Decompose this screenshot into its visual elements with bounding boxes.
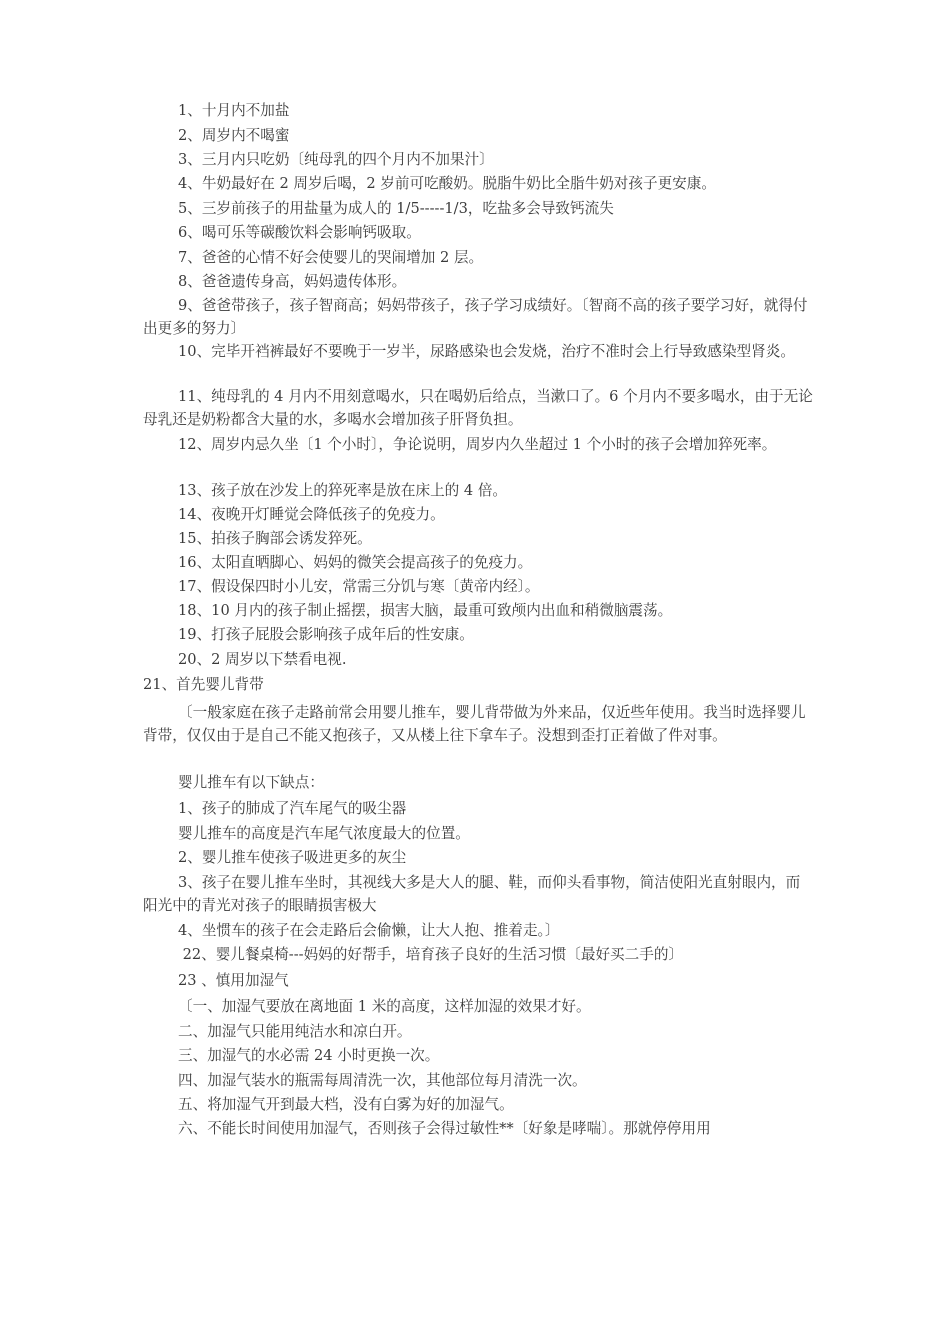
list-item: 五、将加湿气开到最大档，没有白雾为好的加湿气。: [178, 1096, 514, 1113]
list-item: 20、2 周岁以下禁看电视.: [178, 651, 347, 668]
section-heading: 22、婴儿餐桌椅---妈妈的好帮手，培育孩子良好的生活习惯〔最好买二手的〕: [178, 946, 684, 963]
list-item: 二、加湿气只能用纯洁水和凉白开。: [178, 1023, 412, 1040]
section-heading: 23 、慎用加湿气: [178, 972, 289, 989]
paragraph: 〔一般家庭在孩子走路前常会用婴儿推车，婴儿背带做为外来品，仅近些年使用。我当时选择婴儿背带，仅仅由于是自己不能又抱孩子，又从楼上往下拿车子。没想到歪打正着做了件对事。: [143, 704, 806, 744]
list-item: 13、孩子放在沙发上的猝死率是放在床上的 4 倍。: [178, 482, 508, 499]
list-item: 18、10 月内的孩子制止摇摆，损害大脑，最重可致颅内出血和稍微脑震荡。: [178, 602, 673, 619]
list-item: 12、周岁内忌久坐〔1 个小时〕，争论说明，周岁内久坐超过 1 个小时的孩子会增加猝死率。: [178, 436, 777, 453]
list-item: 17、假设保四时小儿安，常需三分饥与寒〔黄帝内经〕。: [178, 578, 540, 595]
list-item: 16、太阳直晒脚心、妈妈的微笑会提高孩子的免疫力。: [178, 554, 533, 571]
list-item: 1、孩子的肺成了汽车尾气的吸尘器: [178, 800, 407, 817]
list-item: 4、牛奶最好在 2 周岁后喝，2 岁前可吃酸奶。脱脂牛奶比全脂牛奶对孩子更安康。: [178, 175, 716, 192]
list-item: 5、三岁前孩子的用盐量为成人的 1/5-----1/3，吃盐多会导致钙流失: [178, 200, 614, 217]
list-item: 2、婴儿推车使孩子吸进更多的灰尘: [178, 849, 407, 866]
list-item: 14、夜晚开灯睡觉会降低孩子的免疫力。: [178, 506, 445, 523]
list-item: 3、三月内只吃奶〔纯母乳的四个月内不加果汁〕: [178, 151, 494, 168]
list-item: 1、十月内不加盐: [178, 102, 290, 119]
section-heading: 21、首先婴儿背带: [143, 676, 264, 693]
list-item: 六、不能长时间使用加湿气，否则孩子会得过敏性**〔好象是哮喘〕。那就停停用用: [178, 1120, 711, 1137]
paragraph: 婴儿推车有以下缺点：: [178, 774, 324, 791]
list-item: 6、喝可乐等碳酸饮料会影响钙吸取。: [178, 224, 421, 241]
list-item: 3、孩子在婴儿推车坐时，其视线大多是大人的腿、鞋，而仰头看事物，简洁使阳光直射眼内，而阳光中的青光对孩子的眼睛损害极大: [143, 874, 801, 914]
list-item: 19、打孩子屁股会影响孩子成年后的性安康。: [178, 626, 474, 643]
list-item: 8、爸爸遗传身高，妈妈遗传体形。: [178, 273, 407, 290]
list-item: 2、周岁内不喝蜜: [178, 127, 290, 144]
list-item: 9、爸爸带孩子，孩子智商高；妈妈带孩子，孩子学习成绩好。〔智商不高的孩子要学习好，就得付出更多的努力〕: [143, 297, 808, 337]
list-item: 10、完毕开裆裤最好不要晚于一岁半，尿路感染也会发烧，治疗不准时会上行导致感染型肾炎。: [178, 343, 795, 360]
list-item: 〔一、加湿气要放在离地面 1 米的高度，这样加湿的效果才好。: [178, 998, 591, 1015]
list-item: 15、拍孩子胸部会诱发猝死。: [178, 530, 372, 547]
paragraph: 婴儿推车的高度是汽车尾气浓度最大的位置。: [178, 825, 470, 842]
list-item: 三、加湿气的水必需 24 小时更换一次。: [178, 1047, 440, 1064]
list-item: 四、加湿气装水的瓶需每周清洗一次，其他部位每月清洗一次。: [178, 1072, 587, 1089]
list-item: 4、坐惯车的孩子在会走路后会偷懒，让大人抱、推着走。〕: [178, 922, 560, 939]
list-item: 7、爸爸的心情不好会使婴儿的哭闹增加 2 层。: [178, 249, 484, 266]
list-item: 11、纯母乳的 4 月内不用刻意喝水，只在喝奶后给点，当漱口了。6 个月内不要多喝水，由于无论母乳还是奶粉都含大量的水，多喝水会增加孩子肝肾负担。: [143, 388, 813, 428]
